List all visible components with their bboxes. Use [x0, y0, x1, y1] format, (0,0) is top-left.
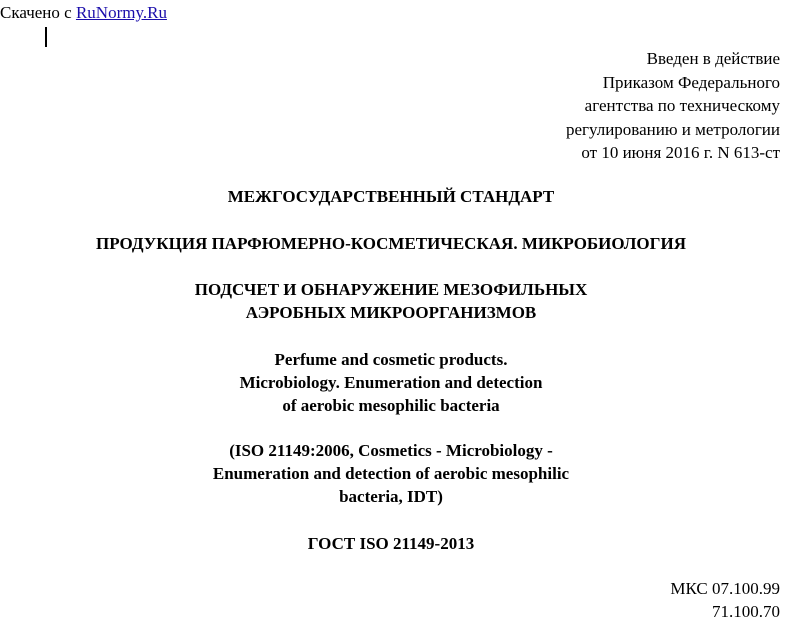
iso-reference-line: Enumeration and detection of aerobic mesophilic [212, 464, 570, 483]
approval-line: регулированию и метрологии [565, 119, 780, 139]
method-title-line: АЭРОБНЫХ МИКРООРГАНИЗМОВ [245, 303, 537, 322]
approval-block [566, 47, 780, 165]
iso-reference-block [0, 439, 782, 508]
approval-line: агентства по техническому [584, 96, 780, 115]
method-title-line: ПОДСЧЕТ И ОБНАРУЖЕНИЕ МЕЗОФИЛЬНЫХ [194, 280, 588, 299]
english-title-line: of aerobic mesophilic bacteria [282, 396, 500, 415]
english-title-line: Microbiology. Enumeration and detection [239, 373, 543, 392]
product-title-text: ПРОДУКЦИЯ ПАРФЮМЕРНО-КОСМЕТИЧЕСКАЯ. МИКРОБИОЛОГИЯ [96, 234, 686, 253]
source-line [0, 1, 167, 24]
iso-reference-line: (ISO 21149:2006, Cosmetics - Microbiology - [229, 441, 553, 460]
english-title-line: Perfume and cosmetic products. [274, 350, 508, 369]
classifier-line: МКС 07.100.99 [670, 579, 780, 598]
source-prefix: Скачено с [0, 3, 76, 22]
method-title-heading [0, 278, 782, 324]
classifier-line: 71.100.70 [712, 602, 780, 621]
approval-line: Приказом Федерального [602, 72, 780, 92]
approval-line: Введен в действие [646, 49, 780, 68]
english-title-block [0, 348, 782, 417]
gost-number-heading [0, 532, 782, 555]
standard-type-heading [0, 185, 782, 208]
gost-number-text: ГОСТ ISO 21149-2013 [307, 534, 475, 553]
product-title-heading [0, 232, 782, 255]
approval-line: от 10 июня 2016 г. N 613-ст [581, 143, 780, 162]
text-cursor [45, 27, 47, 47]
iso-reference-line: bacteria, IDT) [339, 487, 443, 506]
classifier-codes [670, 577, 780, 623]
source-link[interactable]: RuNormy.Ru [75, 3, 167, 22]
standard-type-text: МЕЖГОСУДАРСТВЕННЫЙ СТАНДАРТ [227, 187, 555, 206]
